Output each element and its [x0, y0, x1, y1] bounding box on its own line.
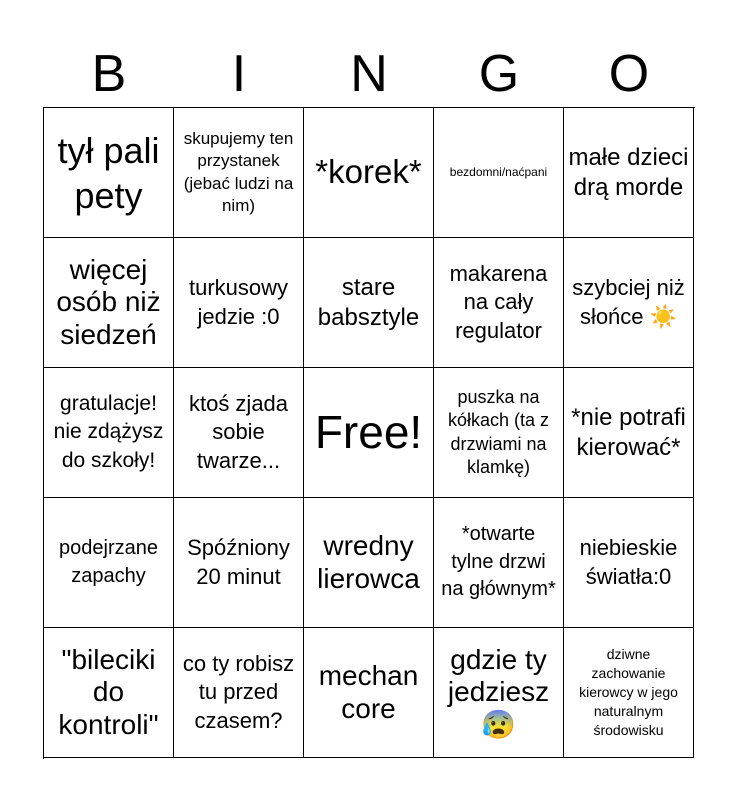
cell-text: bezdomni/naćpani	[449, 164, 548, 179]
bingo-cell-r2c3[interactable]	[304, 238, 434, 368]
header-letter-b: B	[91, 45, 127, 103]
cell-text: *otwarte tylne drzwi na głównym*	[441, 523, 556, 601]
bingo-cell-r2c4[interactable]	[434, 238, 564, 368]
bingo-cell-r1c1[interactable]	[44, 108, 174, 238]
cell-text: dziwne zachowanie kierowcy w jego naturalnym środowisku	[579, 646, 678, 738]
header-letter-n: N	[350, 45, 388, 103]
bingo-cell-r3c1[interactable]	[44, 368, 174, 498]
bingo-cell-r4c1[interactable]	[44, 498, 174, 628]
cell-text: podejrzane zapachy	[59, 536, 158, 587]
bingo-cell-r5c3[interactable]	[304, 628, 434, 758]
cell-text: skupujemy ten przystanek (jebać ludzi na nim)	[183, 129, 294, 215]
cell-text: ktoś zjada sobie twarze...	[188, 390, 289, 473]
bingo-cell-r3c2[interactable]	[174, 368, 304, 498]
cell-text: gratulacje! nie zdążysz do szkoły!	[53, 391, 164, 472]
bingo-cell-r5c1[interactable]	[44, 628, 174, 758]
cell-text: "bileciki do kontroli"	[58, 643, 159, 740]
cell-text: stare babsztyle	[317, 273, 420, 331]
bingo-cell-r2c5[interactable]	[564, 238, 694, 368]
cell-text: Spóźniony 20 minut	[187, 534, 290, 589]
cell-text: niebieskie światła:0	[579, 534, 678, 589]
cell-text: *nie potrafi kierować*	[571, 403, 686, 461]
bingo-cell-r2c1[interactable]	[44, 238, 174, 368]
header-letter-g: G	[478, 45, 520, 103]
bingo-cell-r4c3[interactable]	[304, 498, 434, 628]
cell-text: puszka na kółkach (ta z drzwiami na klamkę)	[447, 386, 550, 477]
cell-text: więcej osób niż siedzeń	[56, 253, 161, 350]
bingo-header	[44, 40, 694, 108]
bingo-cell-r1c5[interactable]	[564, 108, 694, 238]
cell-text: makarena na cały regulator	[449, 260, 548, 343]
bingo-cell-r1c4[interactable]	[434, 108, 564, 238]
bingo-cell-r1c3[interactable]	[304, 108, 434, 238]
bingo-cell-r3c4[interactable]	[434, 368, 564, 498]
cell-text: Free!	[314, 405, 423, 458]
bingo-grid	[43, 107, 695, 759]
cell-text: małe dzieci drą morde	[568, 143, 689, 201]
bingo-cell-r4c4[interactable]	[434, 498, 564, 628]
bingo-cell-free[interactable]	[304, 368, 434, 498]
cell-text: turkusowy jedzie :0	[188, 274, 289, 329]
bingo-cell-r3c5[interactable]	[564, 368, 694, 498]
header-letter-o: O	[608, 45, 650, 103]
cell-text: gdzie ty jedziesz 😰	[447, 643, 550, 740]
bingo-cell-r1c2[interactable]	[174, 108, 304, 238]
header-letter-i: I	[231, 45, 247, 103]
bingo-cell-r2c2[interactable]	[174, 238, 304, 368]
bingo-cell-r4c5[interactable]	[564, 498, 694, 628]
cell-text: co ty robisz tu przed czasem?	[182, 650, 295, 733]
cell-text: szybciej niż słońce ☀️	[572, 274, 685, 329]
cell-text: *korek*	[315, 153, 422, 191]
cell-text: tył pali pety	[57, 129, 160, 216]
cell-text: wredny lierowca	[317, 530, 420, 594]
bingo-cell-r5c2[interactable]	[174, 628, 304, 758]
cell-text: mechan core	[318, 660, 419, 724]
bingo-cell-r5c5[interactable]	[564, 628, 694, 758]
bingo-cell-r4c2[interactable]	[174, 498, 304, 628]
bingo-cell-r5c4[interactable]	[434, 628, 564, 758]
